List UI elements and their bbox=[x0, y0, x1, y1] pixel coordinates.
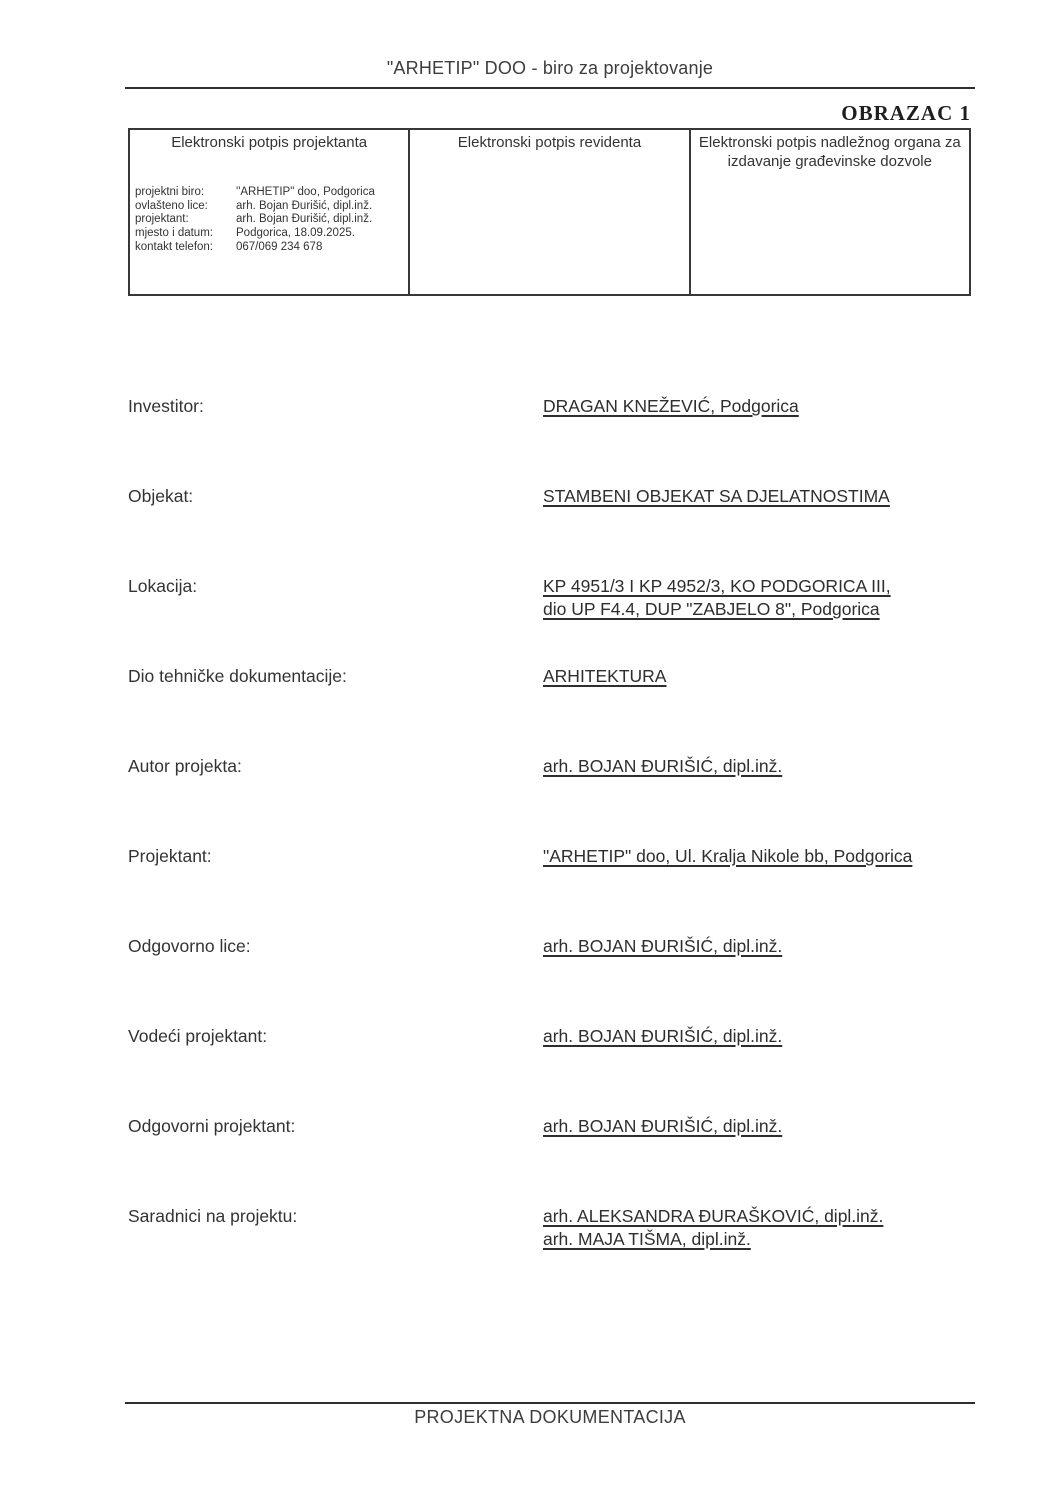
info-row bbox=[128, 485, 972, 575]
document-header-title: "ARHETIP" DOO - biro za projektovanje bbox=[386, 58, 714, 78]
info-row-label: Odgovorni projektant: bbox=[128, 1116, 296, 1136]
project-info-list bbox=[128, 395, 972, 1295]
detail-label: kontakt telefon: bbox=[135, 240, 213, 253]
info-row-values bbox=[543, 665, 972, 688]
info-value-line: "ARHETIP" doo, Ul. Kralja Nikole bb, Podgorica bbox=[543, 846, 913, 866]
detail-row bbox=[135, 227, 403, 241]
detail-row bbox=[135, 200, 403, 214]
document-footer-title: PROJEKTNA DOKUMENTACIJA bbox=[414, 1407, 686, 1427]
info-row-values bbox=[543, 395, 972, 418]
info-row-values bbox=[543, 485, 972, 508]
info-value-line: arh. BOJAN ĐURIŠIĆ, dipl.inž. bbox=[543, 936, 783, 956]
detail-value: Podgorica, 18.09.2025. bbox=[236, 227, 355, 240]
info-row-label: Odgovorno lice: bbox=[128, 936, 251, 956]
signature-column-revident bbox=[408, 130, 688, 294]
info-row-values bbox=[543, 575, 972, 621]
signature-table bbox=[128, 128, 971, 296]
info-row bbox=[128, 1115, 972, 1205]
info-row bbox=[128, 665, 972, 755]
projektant-details-block bbox=[135, 186, 403, 255]
info-row bbox=[128, 1025, 972, 1115]
info-value-line: dio UP F4.4, DUP "ZABJELO 8", Podgorica bbox=[543, 599, 880, 619]
signature-column-projektant bbox=[130, 130, 408, 294]
info-value-line: arh. BOJAN ĐURIŠIĆ, dipl.inž. bbox=[543, 1026, 783, 1046]
info-row-values bbox=[543, 1115, 972, 1138]
info-value-line: DRAGAN KNEŽEVIĆ, Podgorica bbox=[543, 396, 799, 416]
info-row bbox=[128, 1205, 972, 1295]
signature-column-header: Elektronski potpis projektanta bbox=[171, 134, 368, 151]
info-value-line: arh. BOJAN ĐURIŠIĆ, dipl.inž. bbox=[543, 756, 783, 776]
signature-column-nadlezni-organ bbox=[689, 130, 969, 294]
info-row-values bbox=[543, 845, 972, 868]
header-divider-line bbox=[125, 87, 975, 89]
info-row-label: Dio tehničke dokumentacije: bbox=[128, 666, 347, 686]
info-row-values bbox=[543, 755, 972, 778]
info-value-line: arh. MAJA TIŠMA, dipl.inž. bbox=[543, 1229, 751, 1249]
detail-value: 067/069 234 678 bbox=[236, 240, 323, 253]
info-row bbox=[128, 755, 972, 845]
info-row bbox=[128, 395, 972, 485]
info-value-line: KP 4951/3 I KP 4952/3, KO PODGORICA III, bbox=[543, 576, 891, 596]
info-row-label: Projektant: bbox=[128, 846, 212, 866]
info-row-label: Autor projekta: bbox=[128, 756, 242, 776]
info-row bbox=[128, 845, 972, 935]
detail-label: projektant: bbox=[135, 213, 189, 226]
info-value-line: arh. BOJAN ĐURIŠIĆ, dipl.inž. bbox=[543, 1116, 783, 1136]
info-row-label: Saradnici na projektu: bbox=[128, 1206, 298, 1226]
detail-row bbox=[135, 241, 403, 255]
detail-row bbox=[135, 186, 403, 200]
info-value-line: arh. ALEKSANDRA ĐURAŠKOVIĆ, dipl.inž. bbox=[543, 1206, 884, 1226]
info-row-label: Vodeći projektant: bbox=[128, 1026, 268, 1046]
detail-label: mjesto i datum: bbox=[135, 227, 213, 240]
info-row-values bbox=[543, 1025, 972, 1048]
info-row-label: Lokacija: bbox=[128, 576, 198, 596]
signature-column-header: Elektronski potpis nadležnog organa za izdavanje građevinske dozvole bbox=[698, 134, 961, 170]
detail-value: arh. Bojan Đurišić, dipl.inž. bbox=[236, 199, 373, 212]
info-value-line: STAMBENI OBJEKAT SA DJELATNOSTIMA bbox=[543, 486, 890, 506]
info-row-label: Objekat: bbox=[128, 486, 194, 506]
detail-value: arh. Bojan Đurišić, dipl.inž. bbox=[236, 213, 373, 226]
detail-label: projektni biro: bbox=[135, 186, 205, 198]
info-row bbox=[128, 935, 972, 1025]
info-row-values bbox=[543, 935, 972, 958]
info-value-line: ARHITEKTURA bbox=[543, 666, 667, 686]
footer-divider-line bbox=[125, 1402, 975, 1404]
info-row-values bbox=[543, 1205, 972, 1251]
info-row-label: Investitor: bbox=[128, 396, 204, 416]
info-row bbox=[128, 575, 972, 665]
signature-column-header: Elektronski potpis revidenta bbox=[457, 134, 642, 151]
form-number-label: OBRAZAC 1 bbox=[841, 101, 971, 125]
detail-row bbox=[135, 213, 403, 227]
detail-label: ovlašteno lice: bbox=[135, 199, 208, 212]
detail-value: ''ARHETIP" doo, Podgorica bbox=[236, 186, 375, 198]
